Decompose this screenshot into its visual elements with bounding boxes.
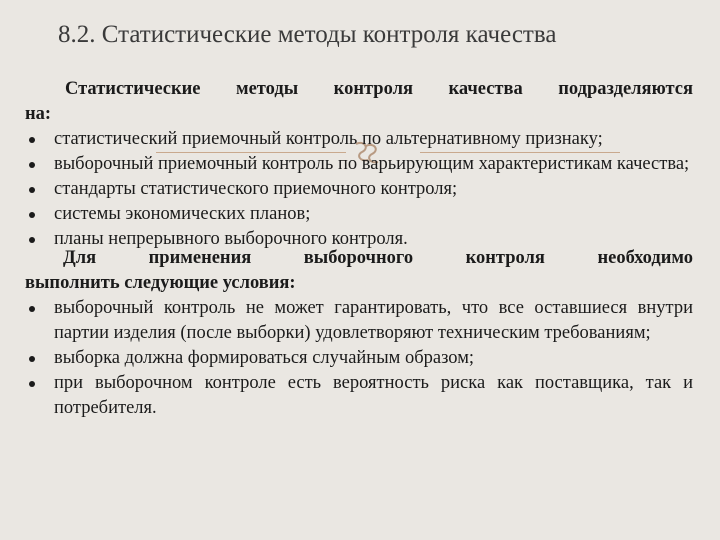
conditions-heading: Для применения выборочного контроля необходимо xyxy=(63,248,693,268)
bullet-icon xyxy=(29,306,35,312)
conditions-heading-cont: выполнить следующие условия: xyxy=(25,273,296,293)
conditions-list xyxy=(25,296,693,421)
list-item xyxy=(25,227,693,252)
list-item xyxy=(25,346,693,371)
list-item xyxy=(25,202,693,227)
bullet-icon xyxy=(29,187,35,193)
slide-body xyxy=(25,77,693,421)
bullet-icon xyxy=(29,212,35,218)
bullet-icon xyxy=(29,381,35,387)
list-item xyxy=(25,177,693,202)
list-item-text: системы экономических планов; xyxy=(54,204,311,224)
list-item xyxy=(25,127,693,152)
list-item-text: выборка должна формироваться случайным образом; xyxy=(54,348,475,368)
list-item-text: статистический приемочный контроль по альтернативному признаку; xyxy=(54,129,603,149)
slide-title: 8.2. Статистические методы контроля качества xyxy=(58,21,557,48)
list-item xyxy=(25,152,693,177)
intro-line-cont: на: xyxy=(25,104,52,124)
list-item-text: стандарты статистического приемочного контроля; xyxy=(54,179,458,199)
bullet-icon xyxy=(29,237,35,243)
list-item xyxy=(25,371,693,421)
list-item-text: при выборочном контроле есть вероятность риска как поставщика, так и потребителя. xyxy=(54,373,693,418)
intro-line: Статистические методы контроля качества подразделяются xyxy=(65,79,693,99)
list-item-text: планы непрерывного выборочного контроля. xyxy=(54,229,408,249)
bullet-icon xyxy=(29,356,35,362)
bullet-icon xyxy=(29,162,35,168)
list-item-text: выборочный контроль не может гарантировать, что все оставшиеся внутри партии изделия (после выборки) удовлетворяют техническим требованиям; xyxy=(54,298,693,343)
methods-list xyxy=(25,127,693,252)
list-item xyxy=(25,296,693,346)
bullet-icon xyxy=(29,137,35,143)
list-item-text: выборочный приемочный контроль по варьирующим характеристикам качества; xyxy=(54,154,690,174)
